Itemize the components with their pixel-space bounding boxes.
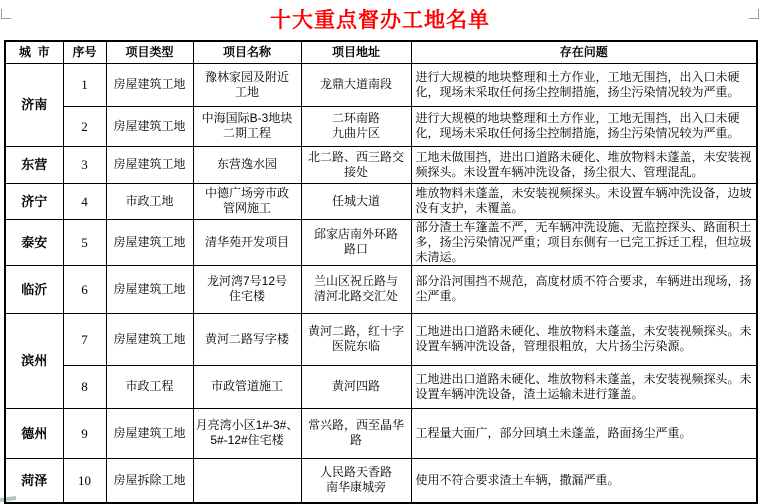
seq-cell: 1 (63, 63, 106, 106)
type-cell: 房屋建筑工地 (106, 408, 193, 458)
name-cell: 中海国际B-3地块 二期工程 (193, 106, 301, 146)
type-cell: 市政工程 (106, 365, 193, 408)
address-cell: 二环南路 九曲片区 (301, 106, 411, 146)
type-cell: 房屋建筑工地 (106, 265, 193, 313)
supervised-sites-table (4, 40, 758, 504)
name-cell: 黄河二路写字楼 (193, 313, 301, 365)
problems-cell: 进行大规模的地块整理和土方作业，工地无围挡，出入口未硬化，现场未采取任何扬尘控制措施，扬尘污染情况较为严重。 (411, 106, 757, 146)
type-cell: 房屋建筑工地 (106, 106, 193, 146)
city-cell: 德州 (5, 408, 63, 458)
table-row (5, 219, 757, 265)
seq-cell: 9 (63, 408, 106, 458)
type-cell: 房屋拆除工地 (106, 458, 193, 503)
seq-cell: 5 (63, 219, 106, 265)
name-cell (193, 458, 301, 503)
address-cell: 黄河二路，红十字 医院东临 (301, 313, 411, 365)
table-row (5, 63, 757, 106)
seq-cell: 2 (63, 106, 106, 146)
address-cell: 任城大道 (301, 183, 411, 219)
problems-cell: 工地进出口道路未硬化、堆放物料未蓬盖，未安装视频探头。未设置车辆冲洗设备，渣土运输未进行篷盖。 (411, 365, 757, 408)
page-title: 十大重点督办工地名单 (270, 9, 490, 32)
table-row (5, 183, 757, 219)
seq-cell: 7 (63, 313, 106, 365)
address-cell: 黄河四路 (301, 365, 411, 408)
type-cell: 市政工地 (106, 183, 193, 219)
seq-cell: 3 (63, 146, 106, 183)
city-cell: 滨州 (5, 313, 63, 408)
table-row (5, 265, 757, 313)
city-cell: 临沂 (5, 265, 63, 313)
header-no: 序号 (63, 41, 106, 63)
problems-cell: 工地进出口道路未硬化、堆放物料未蓬盖，未安装视频探头。未设置车辆冲洗设备，管理很粗放，大片扬尘污染源。 (411, 313, 757, 365)
name-cell: 东营逸水园 (193, 146, 301, 183)
table-row (5, 313, 757, 365)
problems-cell: 工地未做围挡，进出口道路未硬化、堆放物料未蓬盖，未安装视频探头。未设置车辆冲洗设备，扬尘很大、管理混乱。 (411, 146, 757, 183)
header-name: 项目名称 (193, 41, 301, 63)
header-type: 项目类型 (106, 41, 193, 63)
address-cell: 北二路、西三路交 接处 (301, 146, 411, 183)
problems-cell: 堆放物料未蓬盖，未安装视频探头。未设置车辆冲洗设备，边坡没有支护，未覆盖。 (411, 183, 757, 219)
table-row (5, 106, 757, 146)
type-cell: 房屋建筑工地 (106, 313, 193, 365)
address-cell: 邱家店南外环路 路口 (301, 219, 411, 265)
problems-cell: 进行大规模的地块整理和土方作业，工地无围挡，出入口未硬化，现场未采取任何扬尘控制措施，扬尘污染情况较为严重。 (411, 63, 757, 106)
address-cell: 常兴路，西至晶华 路 (301, 408, 411, 458)
seq-cell: 4 (63, 183, 106, 219)
table-row (5, 408, 757, 458)
address-cell: 兰山区祝丘路与 清河北路交汇处 (301, 265, 411, 313)
city-cell: 泰安 (5, 219, 63, 265)
header-city: 城 市 (5, 41, 63, 63)
type-cell: 房屋建筑工地 (106, 146, 193, 183)
crop-mark-top-left (1, 9, 11, 19)
address-cell: 人民路天香路 南华康城旁 (301, 458, 411, 503)
name-cell: 月亮湾小区1#-3#、 5#-12#住宅楼 (193, 408, 301, 458)
type-cell: 房屋建筑工地 (106, 219, 193, 265)
problems-cell: 部分渣土车篷盖不严，无车辆冲洗设施、无监控探头、路面积土多，扬尘污染情况严重；项目东侧有一已完工拆迁工程，但垃圾未清运。 (411, 219, 757, 265)
city-cell: 济南 (5, 63, 63, 146)
name-cell: 豫林家园及附近 工地 (193, 63, 301, 106)
header-problems: 存在问题 (411, 41, 757, 63)
table-row (5, 365, 757, 408)
problems-cell: 使用不符合要求渣土车辆，撒漏严重。 (411, 458, 757, 503)
crop-mark-top-right (749, 9, 759, 19)
header-address: 项目地址 (301, 41, 411, 63)
type-cell: 房屋建筑工地 (106, 63, 193, 106)
city-cell: 菏泽 (5, 458, 63, 503)
city-cell: 东营 (5, 146, 63, 183)
name-cell: 中德广场旁市政 管网施工 (193, 183, 301, 219)
name-cell: 龙河湾7号12号 住宅楼 (193, 265, 301, 313)
seq-cell: 8 (63, 365, 106, 408)
seq-cell: 6 (63, 265, 106, 313)
name-cell: 市政管道施工 (193, 365, 301, 408)
header-row (5, 41, 757, 63)
seq-cell: 10 (63, 458, 106, 503)
table-row (5, 458, 757, 503)
name-cell: 清华苑开发项目 (193, 219, 301, 265)
city-cell: 济宁 (5, 183, 63, 219)
table-row (5, 146, 757, 183)
problems-cell: 工程量大面广，部分回填土未蓬盖，路面扬尘严重。 (411, 408, 757, 458)
address-cell: 龙鼎大道南段 (301, 63, 411, 106)
problems-cell: 部分沿河围挡不规范，高度材质不符合要求，车辆进出现场，扬尘严重。 (411, 265, 757, 313)
